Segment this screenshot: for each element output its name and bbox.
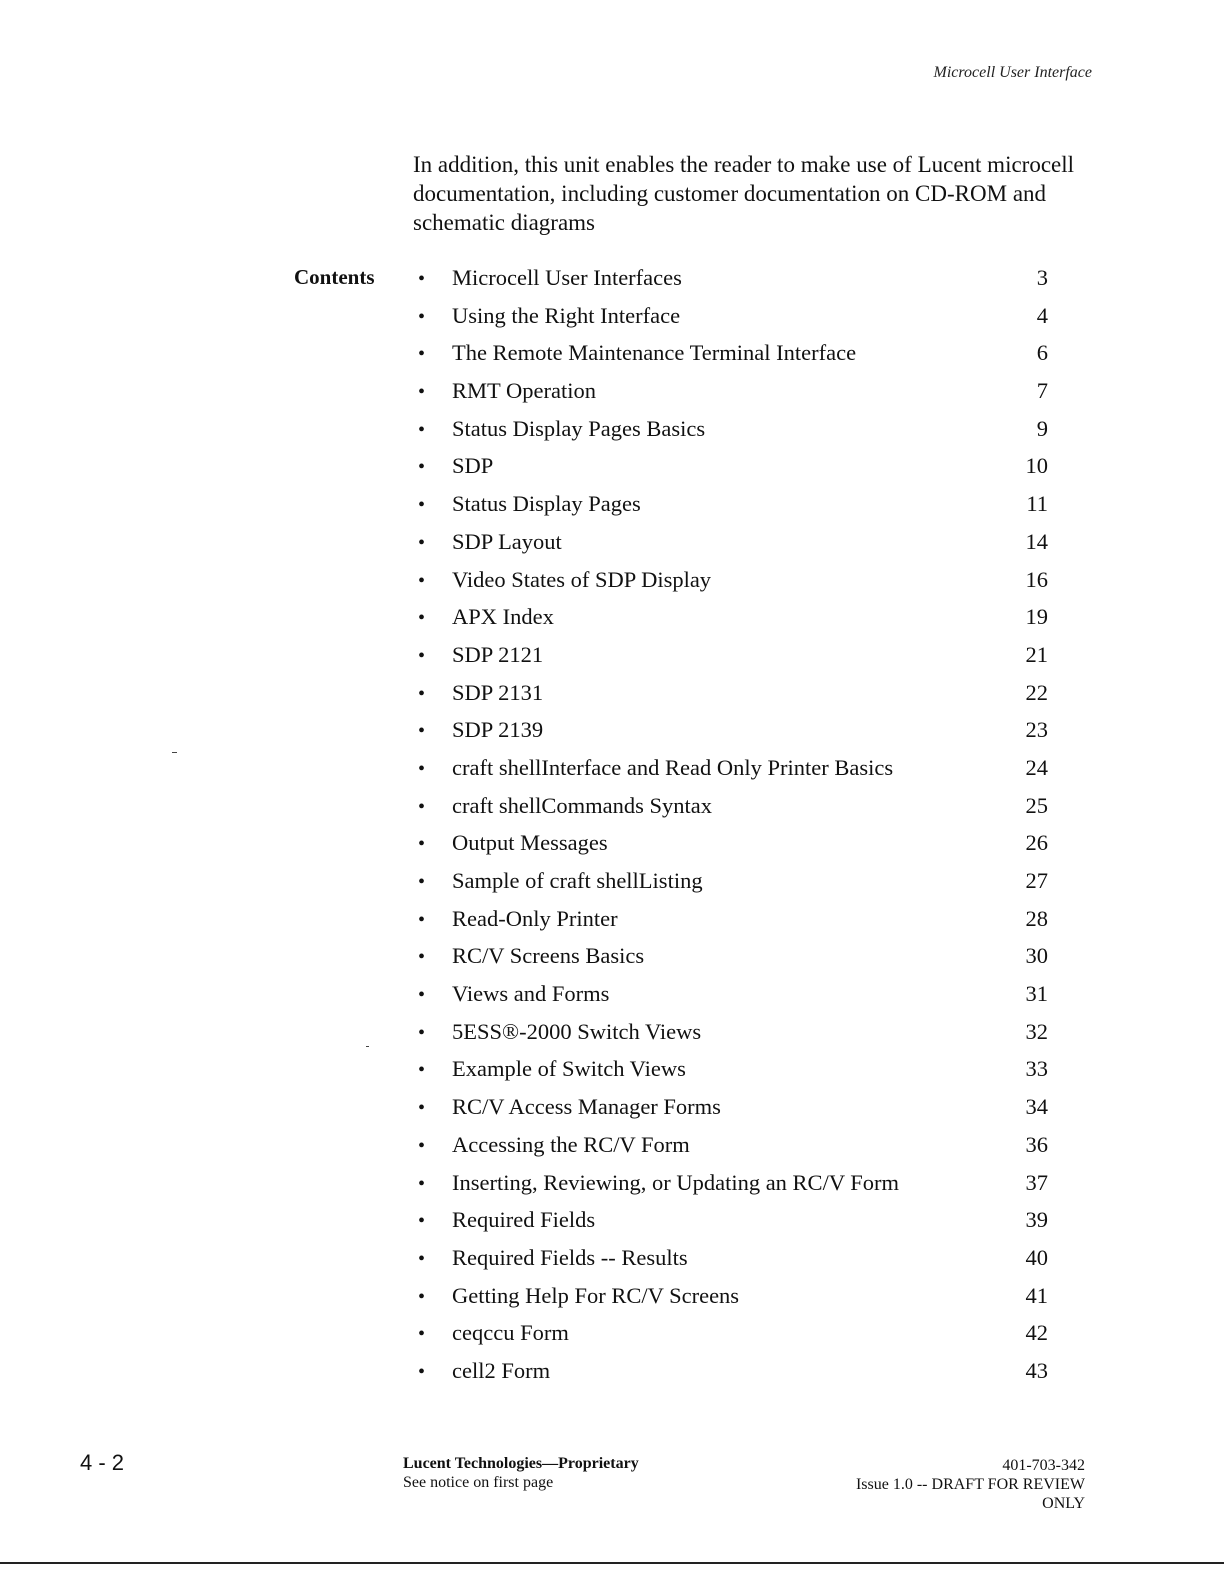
bullet-icon: • xyxy=(418,494,426,517)
toc-item xyxy=(418,529,1048,567)
toc-item-title: Inserting, Reviewing, or Updating an RC/V Form xyxy=(452,1169,900,1195)
toc-item-title: RMT Operation xyxy=(452,378,596,404)
toc-item xyxy=(418,1094,1048,1132)
toc-item-page: 6 xyxy=(1036,340,1048,366)
contents-label: Contents xyxy=(294,265,375,289)
toc-item-title: Accessing the RC/V Form xyxy=(452,1131,690,1157)
toc-item-page: 19 xyxy=(1025,604,1048,630)
toc-item-title: craft shellInterface and Read Only Printer Basics xyxy=(452,754,894,780)
bullet-icon: • xyxy=(418,381,426,404)
bullet-icon: • xyxy=(418,531,426,554)
toc-item xyxy=(418,1170,1048,1208)
footer-doc-info xyxy=(856,1456,1085,1513)
toc-item-page: 41 xyxy=(1025,1282,1048,1308)
bullet-icon: • xyxy=(418,795,426,818)
toc-item xyxy=(418,1245,1048,1283)
toc-item-page: 31 xyxy=(1025,981,1048,1007)
toc-item-page: 9 xyxy=(1036,415,1048,441)
intro-paragraph: In addition, this unit enables the reader to make use of Lucent microcell documentation, including customer documentation on CD-ROM and schematic diagrams xyxy=(413,152,1075,235)
bullet-icon: • xyxy=(418,607,426,630)
bullet-icon: • xyxy=(418,1134,426,1157)
toc-item-title: Status Display Pages Basics xyxy=(452,415,706,441)
toc-item xyxy=(418,830,1048,868)
toc-item-page: 3 xyxy=(1036,265,1048,290)
scan-speck xyxy=(172,752,177,753)
toc-item-title: Getting Help For RC/V Screens xyxy=(452,1282,740,1308)
toc-item xyxy=(418,1019,1048,1057)
toc-item xyxy=(418,717,1048,755)
footer-company: Lucent Technologies—Proprietary xyxy=(403,1455,639,1472)
toc-item xyxy=(418,755,1048,793)
toc-item-page: 42 xyxy=(1025,1320,1048,1346)
table-of-contents xyxy=(418,265,1048,1396)
toc-item xyxy=(418,981,1048,1019)
toc-item xyxy=(418,453,1048,491)
toc-item xyxy=(418,1207,1048,1245)
bullet-icon: • xyxy=(418,1285,426,1308)
toc-item-title: Status Display Pages xyxy=(452,491,641,517)
toc-item-page: 16 xyxy=(1025,566,1048,592)
bullet-icon: • xyxy=(418,1323,426,1346)
footer-proprietary xyxy=(403,1454,639,1492)
toc-item-page: 25 xyxy=(1025,792,1048,818)
toc-item-title: The Remote Maintenance Terminal Interface xyxy=(452,340,857,366)
toc-item xyxy=(418,340,1048,378)
toc-item-title: RC/V Access Manager Forms xyxy=(452,1094,721,1120)
toc-item-title: SDP xyxy=(452,453,494,479)
bullet-icon: • xyxy=(418,343,426,366)
toc-item-page: 33 xyxy=(1025,1056,1048,1082)
toc-item-page: 14 xyxy=(1025,528,1048,554)
toc-item-title: Using the Right Interface xyxy=(452,302,681,328)
footer-doc-number: 401-703-342 xyxy=(1002,1457,1085,1474)
toc-item-page: 28 xyxy=(1025,905,1048,931)
toc-item-page: 22 xyxy=(1025,679,1048,705)
toc-item-title: SDP 2131 xyxy=(452,679,544,705)
bullet-icon: • xyxy=(418,908,426,931)
toc-item xyxy=(418,1056,1048,1094)
toc-item xyxy=(418,378,1048,416)
toc-item-title: SDP Layout xyxy=(452,528,562,554)
toc-item-title: Example of Switch Views xyxy=(452,1056,686,1082)
toc-item xyxy=(418,680,1048,718)
bullet-icon: • xyxy=(418,1210,426,1233)
toc-item-page: 37 xyxy=(1025,1169,1048,1195)
toc-item-title: 5ESS®-2000 Switch Views xyxy=(452,1018,702,1044)
bullet-icon: • xyxy=(418,305,426,328)
bullet-icon: • xyxy=(418,833,426,856)
bullet-icon: • xyxy=(418,757,426,780)
toc-item xyxy=(418,1283,1048,1321)
footer-notice: See notice on first page xyxy=(403,1474,554,1491)
toc-item-page: 11 xyxy=(1026,491,1048,517)
toc-item-page: 36 xyxy=(1025,1131,1048,1157)
bullet-icon: • xyxy=(418,569,426,592)
toc-item-page: 24 xyxy=(1025,754,1048,780)
bullet-icon: • xyxy=(418,871,426,893)
toc-item-page: 10 xyxy=(1025,453,1048,479)
toc-item-page: 27 xyxy=(1025,868,1048,893)
toc-item-title: Video States of SDP Display xyxy=(452,566,712,592)
toc-item-page: 34 xyxy=(1025,1094,1048,1120)
toc-item-title: RC/V Screens Basics xyxy=(452,943,645,969)
toc-item-page: 26 xyxy=(1025,830,1048,856)
bullet-icon: • xyxy=(418,456,426,479)
toc-item-page: 4 xyxy=(1036,302,1048,328)
toc-item-title: Microcell User Interfaces xyxy=(452,265,682,290)
bullet-icon: • xyxy=(418,1172,426,1195)
toc-item xyxy=(418,1358,1048,1396)
bottom-rule xyxy=(0,1562,1224,1564)
toc-item-title: Required Fields -- Results xyxy=(452,1244,688,1270)
bullet-icon: • xyxy=(418,946,426,969)
bullet-icon: • xyxy=(418,1360,426,1383)
toc-item xyxy=(418,793,1048,831)
toc-item xyxy=(418,868,1048,906)
footer-issue-cont: ONLY xyxy=(1042,1495,1085,1512)
toc-item xyxy=(418,1320,1048,1358)
toc-item xyxy=(418,943,1048,981)
toc-item xyxy=(418,416,1048,454)
page-number: 4 - 2 xyxy=(80,1450,125,1475)
toc-item-page: 32 xyxy=(1025,1018,1048,1044)
footer-issue: Issue 1.0 -- DRAFT FOR REVIEW xyxy=(855,1476,1085,1493)
toc-item-title: SDP 2139 xyxy=(452,717,544,743)
toc-item xyxy=(418,303,1048,341)
bullet-icon: • xyxy=(418,1097,426,1120)
toc-item-page: 21 xyxy=(1025,641,1048,667)
bullet-icon: • xyxy=(418,418,426,441)
scan-speck xyxy=(366,1046,369,1047)
toc-item xyxy=(418,1132,1048,1170)
toc-item-title: SDP 2121 xyxy=(452,641,544,667)
bullet-icon: • xyxy=(418,682,426,705)
toc-item-title: APX Index xyxy=(452,604,554,630)
toc-item-title: Views and Forms xyxy=(452,981,610,1007)
toc-item xyxy=(418,265,1048,303)
bullet-icon: • xyxy=(418,644,426,667)
bullet-icon: • xyxy=(418,1247,426,1270)
toc-item-page: 7 xyxy=(1036,378,1048,404)
bullet-icon: • xyxy=(418,1059,426,1082)
toc-item-title: Required Fields xyxy=(452,1207,596,1233)
bullet-icon: • xyxy=(418,984,426,1007)
running-header: Microcell User Interface xyxy=(933,64,1092,81)
toc-item-page: 39 xyxy=(1025,1207,1048,1233)
toc-item-title: ceqccu Form xyxy=(452,1320,569,1346)
toc-item-title: cell2 Form xyxy=(452,1357,551,1383)
toc-item-page: 43 xyxy=(1025,1357,1048,1383)
toc-item-title: Sample of craft shellListing xyxy=(452,868,703,893)
toc-item xyxy=(418,604,1048,642)
toc-item-title: Output Messages xyxy=(452,830,608,856)
toc-item xyxy=(418,491,1048,529)
toc-item-page: 23 xyxy=(1025,717,1048,743)
bullet-icon: • xyxy=(418,1021,426,1044)
toc-item-title: craft shellCommands Syntax xyxy=(452,792,712,818)
toc-item-title: Read-Only Printer xyxy=(452,905,618,931)
bullet-icon: • xyxy=(418,268,426,290)
toc-item-page: 30 xyxy=(1025,943,1048,969)
bullet-icon: • xyxy=(418,720,426,743)
toc-item xyxy=(418,567,1048,605)
toc-item xyxy=(418,642,1048,680)
toc-item-page: 40 xyxy=(1025,1244,1048,1270)
toc-item xyxy=(418,906,1048,944)
